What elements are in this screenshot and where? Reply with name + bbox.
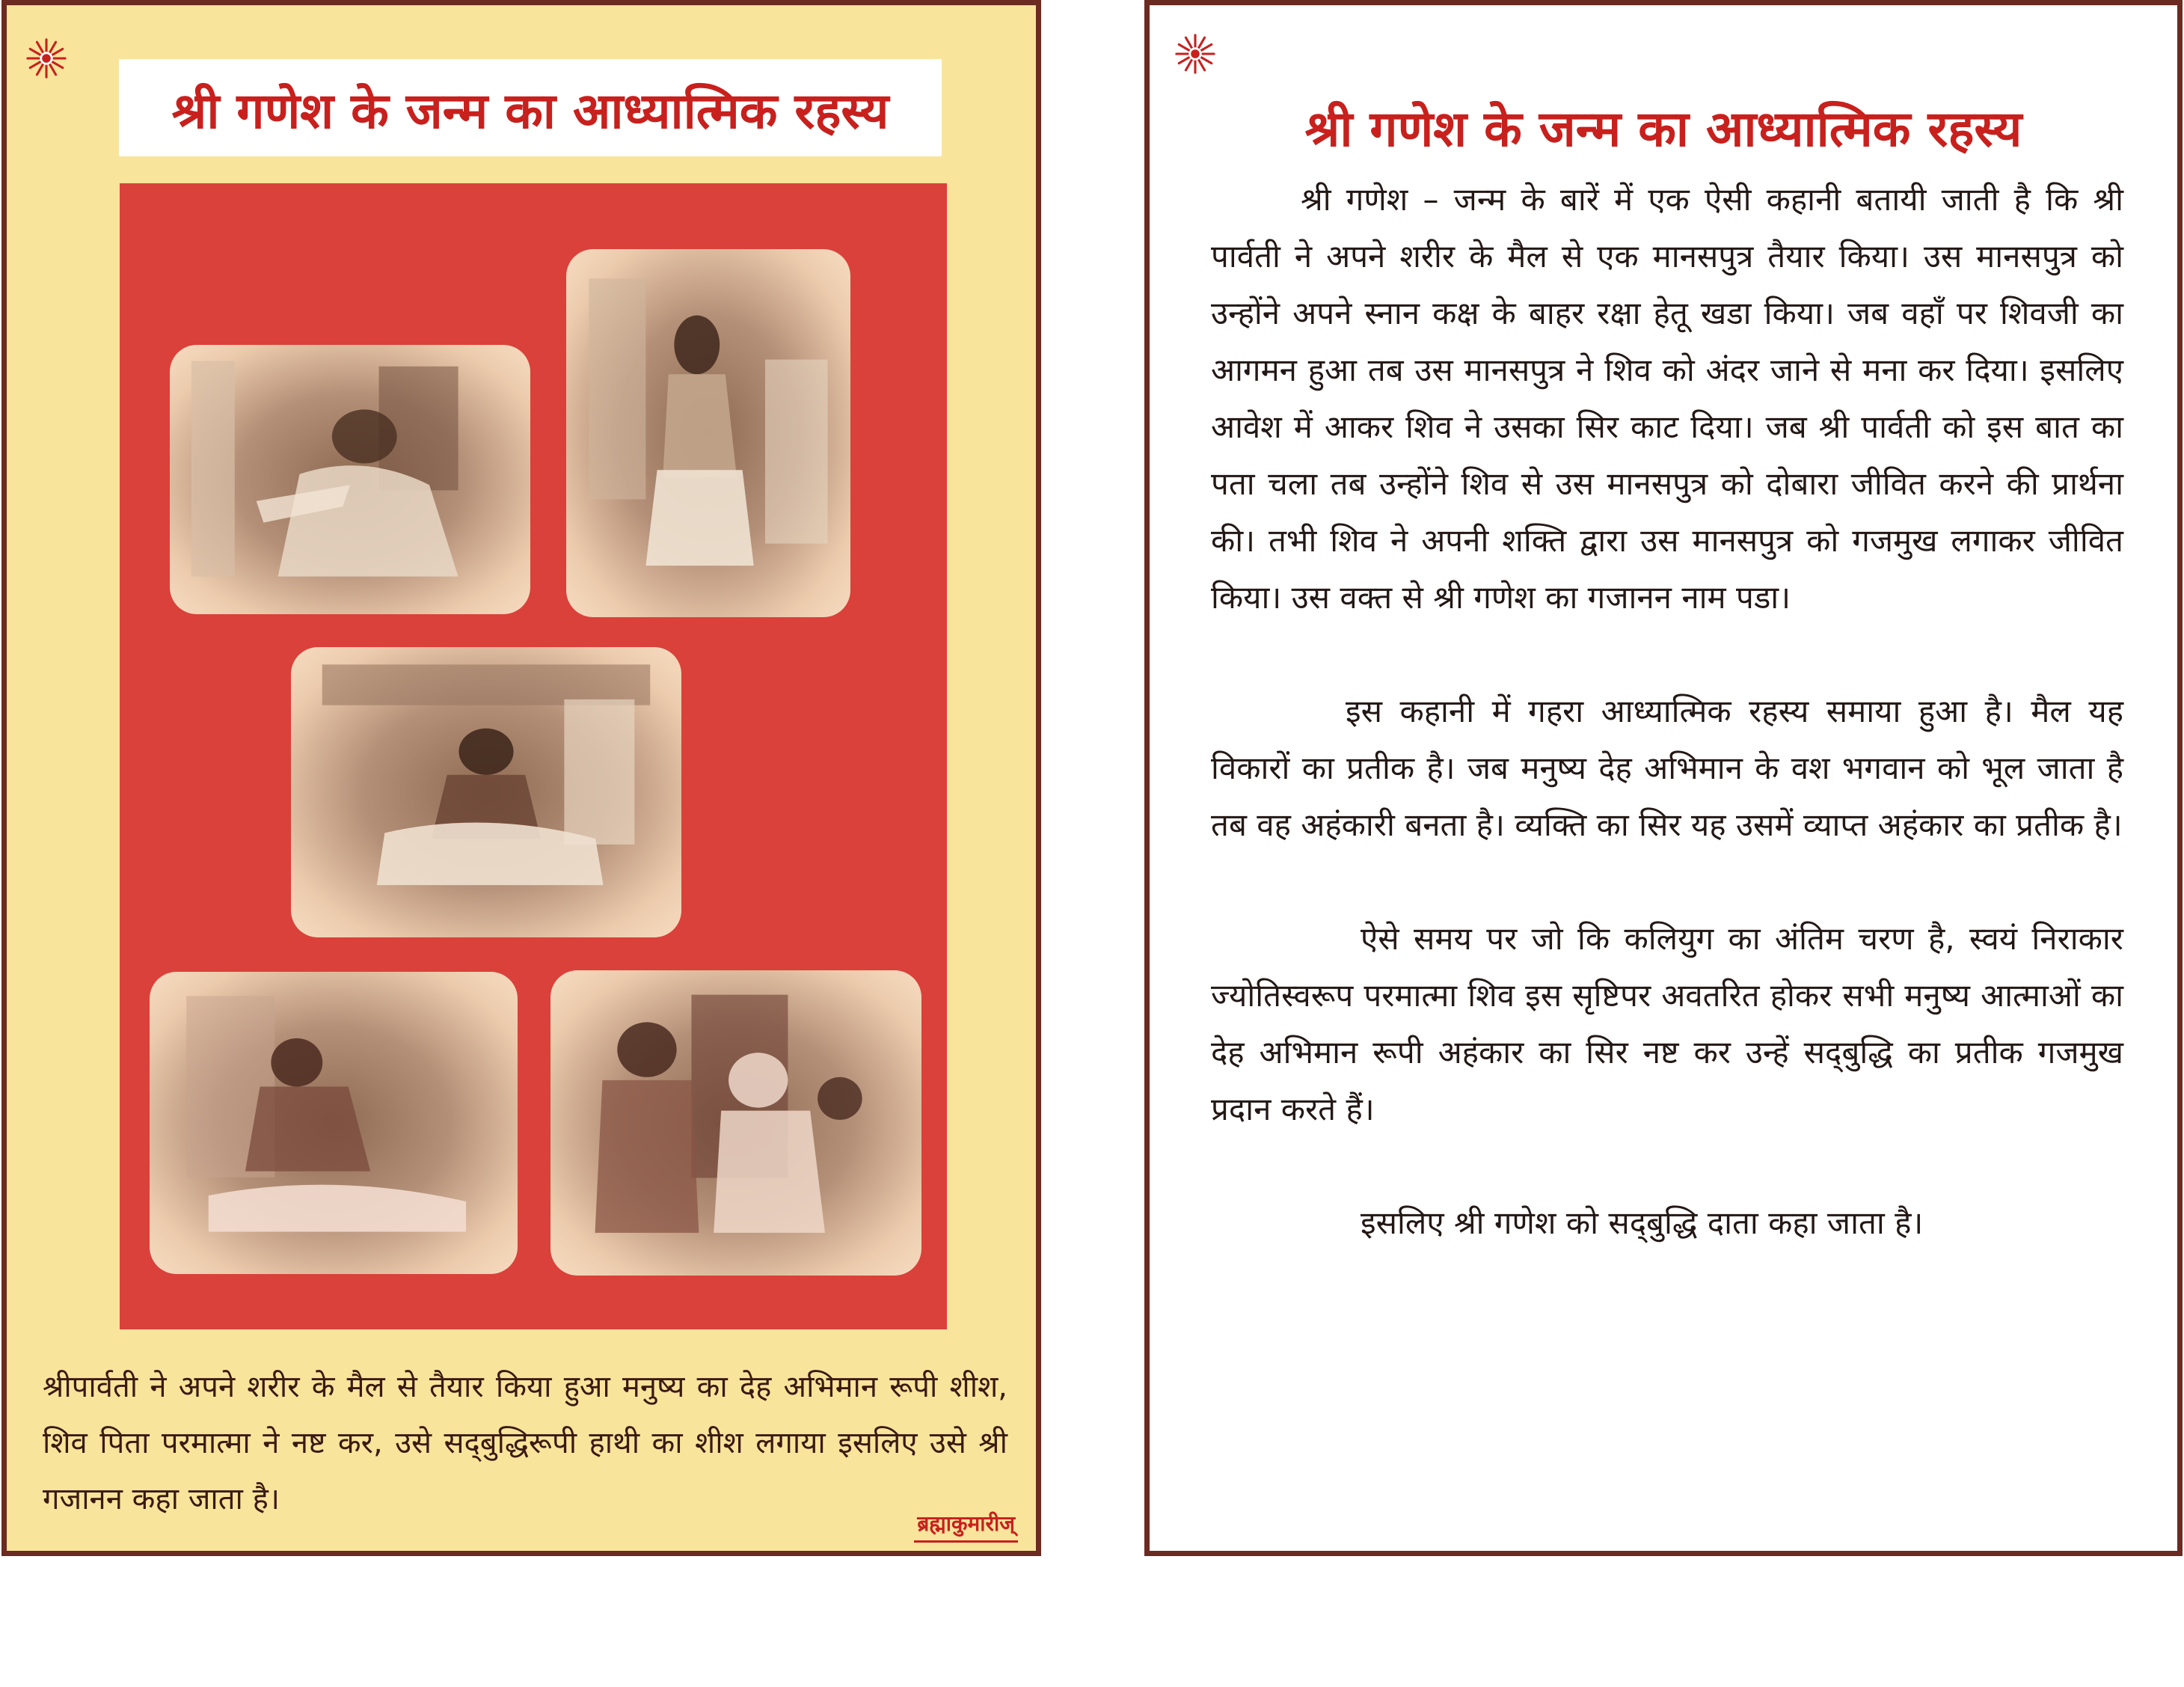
photo-collage — [120, 183, 947, 1329]
poster-caption: श्रीपार्वती ने अपने शरीर के मैल से तैयार किया हुआ मनुष्य का देह अभिमान रूपी शीश, शिव पिता परमात्मा ने नष्ट कर, उसे सद्‌बुद्धिरूपी हाथी का शीश लगाया इसलिए उसे श्री गजानन कहा जाता है। — [43, 1370, 1007, 1516]
film-still-shiva-over-fallen-child — [150, 972, 518, 1274]
sun-emblem-icon — [1174, 32, 1217, 76]
film-still-parvati-seated — [291, 647, 681, 937]
sun-emblem-icon — [25, 37, 68, 80]
paragraph-meaning: इस कहानी में गहरा आध्यात्मिक रहस्य समाया हुआ है। मैल यह विकारों का प्रतीक है। जब मनुष्य देह अभिमान के वश भगवान को भूल जाता है तब वह अहंकारी बनता है। व्यक्ति का सिर यह उसमें व्याप्त अहंकार का प्रतीक है। — [1211, 693, 2123, 843]
article-body — [1211, 171, 2123, 1252]
poster-title: श्री गणेश के जन्म का आध्यात्मिक रहस्य — [171, 82, 889, 140]
brand-label: ब्रह्माकुमारीज् — [914, 1509, 1018, 1543]
left-poster-panel — [1, 0, 1041, 1556]
title-banner — [119, 59, 942, 156]
right-text-panel — [1144, 0, 2183, 1556]
film-still-child-walking — [566, 249, 850, 617]
film-still-shiva-parvati-ganesha — [550, 970, 921, 1276]
article-title: श्री गणेश के जन्म का आध्यात्मिक रहस्य — [1304, 99, 2022, 158]
paragraph-story: श्री गणेश – जन्म के बारें में एक ऐसी कहानी बतायी जाती है कि श्री पार्वती ने अपने शरीर के मैल से एक मानसपुत्र तैयार किया। उस मानसपुत्र को उन्होंने अपने स्नान कक्ष के बाहर रक्षा हेतू खडा किया। जब वहाँ पर शिवजी का आगमन हुआ तब उस मानसपुत्र ने शिव को अंदर जाने से मना कर दिया। इसलिए आवेश में आकर शिव ने उसका सिर काट दिया। जब श्री पार्वती को इस बात का पता चला तब उन्होंने शिव से उस मानसपुत्र को दोबारा जीवित करने की प्रार्थना की। तभी शिव ने अपनी शक्ति द्वारा उस मानसपुत्र को गजमुख लगाकर जीवित किया। उस वक्त से श्री गणेश का गजानन नाम पडा। — [1211, 181, 2123, 616]
paragraph-conclusion: इसलिए श्री गणेश को सद्‌बुद्धि दाता कहा जाता है। — [1361, 1204, 1924, 1241]
film-still-parvati-kneeling — [170, 345, 530, 614]
paragraph-kaliyug: ऐसे समय पर जो कि कलियुग का अंतिम चरण है, स्वयं निराकार ज्योतिस्वरूप परमात्मा शिव इस सृष्टिपर अवतरित होकर सभी मनुष्य आत्माओं का देह अभिमान रूपी अहंकार का सिर नष्ट कर उन्हें सद्‌बुद्धि का प्रतीक गजमुख प्रदान करते हैं। — [1211, 920, 2123, 1127]
